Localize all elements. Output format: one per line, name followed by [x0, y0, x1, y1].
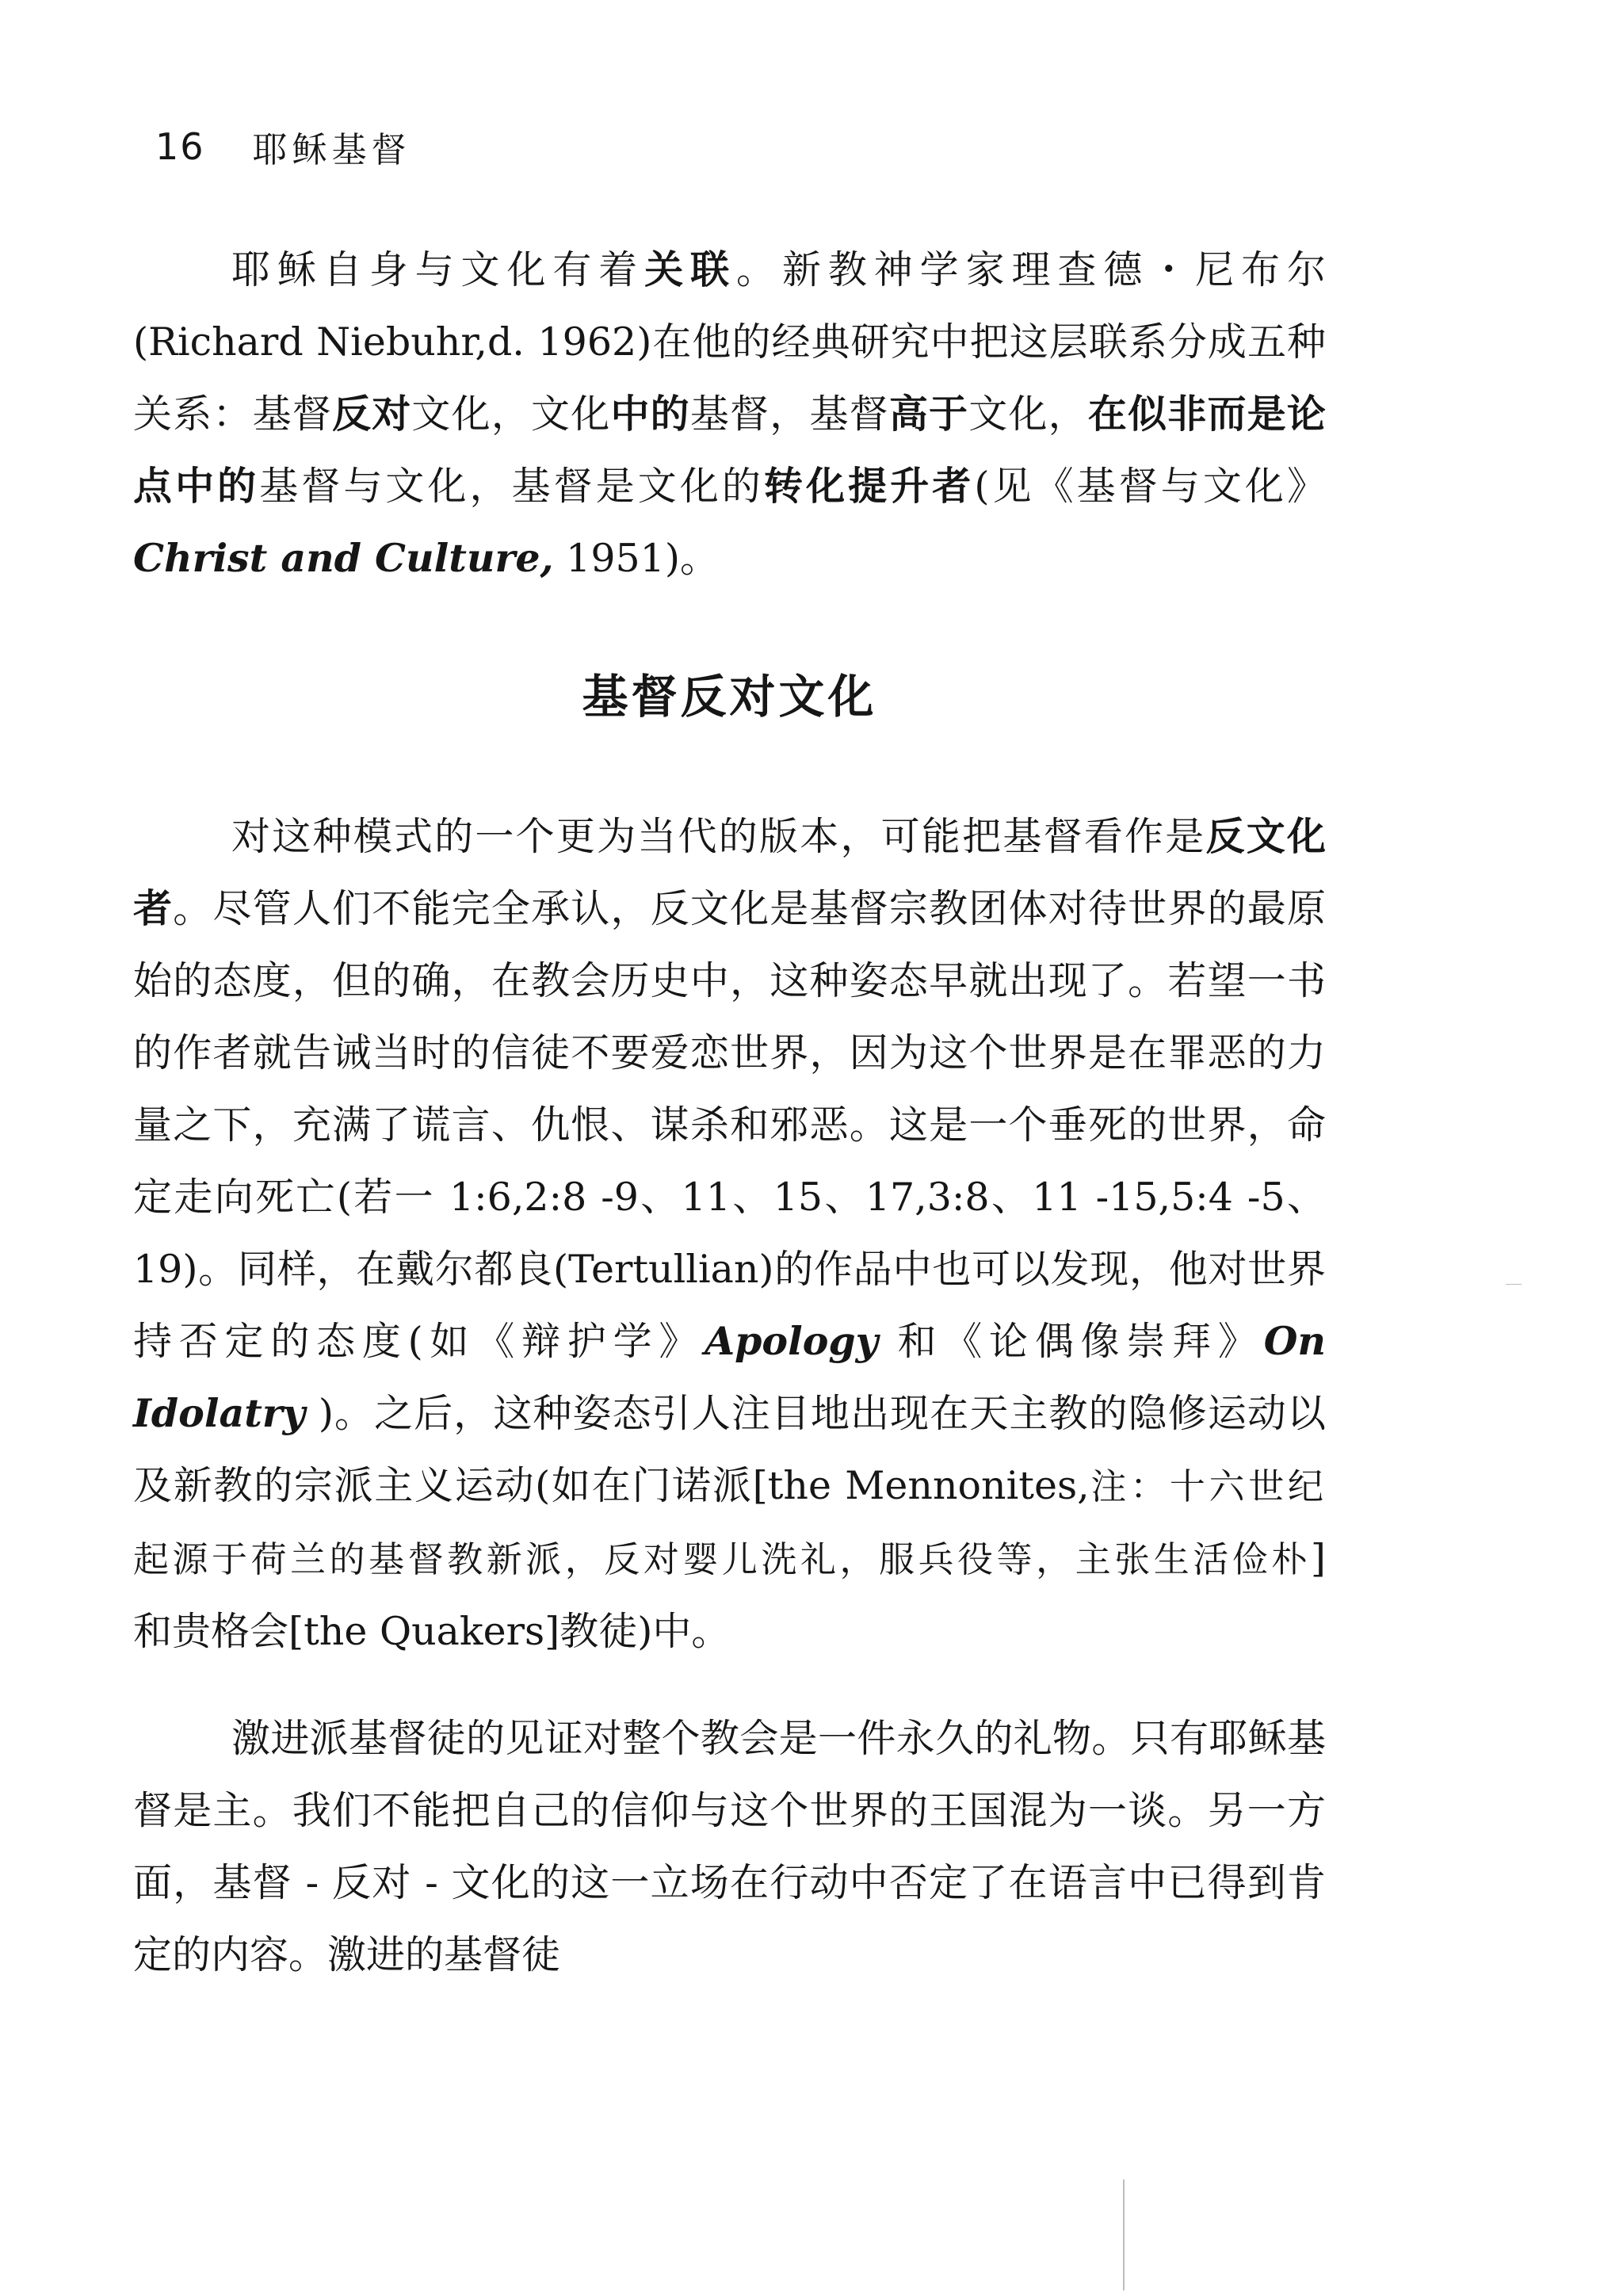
- intro-emphasis: 反对: [332, 392, 412, 437]
- book-title-english: On Idolatry: [133, 1318, 1326, 1436]
- intro-text: 1951)。: [553, 536, 719, 581]
- intro-text: 基督与文化，基督是文化的: [259, 464, 764, 509]
- running-title: 耶稣基督: [252, 130, 411, 170]
- body-paragraph: [133, 800, 1326, 1668]
- intro-emphasis: 转化提升者: [764, 464, 975, 509]
- intro-emphasis: 中的: [610, 392, 690, 437]
- intro-text: (见《基督与文化》: [974, 464, 1326, 509]
- section-heading: 基督反对文化: [582, 670, 877, 724]
- page-number: 16: [155, 125, 205, 168]
- body-paragraph: [133, 1702, 1326, 1991]
- scan-margin-line: [1123, 2179, 1125, 2290]
- intro-emphasis: 在似非而是论点中的: [133, 392, 1326, 509]
- intro-emphasis: 关联: [644, 247, 737, 292]
- body-text: )。之后，这种姿态引人注目地出现在天主教的隐修运动以及新教的宗派主义运动(如在门诺派[the Mennonites,: [133, 1391, 1326, 1508]
- book-title-english: Apology: [705, 1318, 879, 1364]
- intro-text: 文化，: [968, 392, 1088, 437]
- translator-note: 注：十六世纪起源于荷兰的基督教新派，反对婴儿洗礼，服兵役等，主张生活俭朴: [133, 1465, 1326, 1580]
- intro-text: 文化，文化: [411, 392, 611, 437]
- body-text: ]和贵格会[the Quakers]教徒)中。: [133, 1536, 1326, 1654]
- intro-text: 。新教神学家理查德・尼布尔(Richard Niebuhr,d. 1962)在他的经典研究中把这层联系分成五种关系：基督: [133, 247, 1326, 437]
- scan-speck: [1506, 1284, 1522, 1285]
- book-title-english: Christ and Culture,: [133, 535, 554, 581]
- body-text: 。尽管人们不能完全承认，反文化是基督宗教团体对待世界的最原始的态度，但的确，在教会历史中，这种姿态早就出现了。若望一书的作者就告诫当时的信徒不要爱恋世界，因为这个世界是在罪恶的力量之下，充满了谎言、仇恨、谋杀和邪恶。这是一个垂死的世界，命定走向死亡(若一 1:6,2:8 -9、11、15、17,3:8、11 -15,5:4 -5、19)。同样，在戴尔都良(Tertullian)的作品中也可以发现，他对世界持否定的态度(如《辩护学》: [133, 886, 1326, 1364]
- body-text: 激进派基督徒的见证对整个教会是一件永久的礼物。只有耶稣基督是主。我们不能把自己的信仰与这个世界的王国混为一谈。另一方面，基督 - 反对 - 文化的这一立场在行动中否定了在语言中已得到肯定的内容。激进的基督徒: [133, 1716, 1326, 1977]
- intro-emphasis: 高于: [888, 392, 969, 437]
- body-text: 对这种模式的一个更为当代的版本，可能把基督看作是: [231, 814, 1206, 859]
- page-header: [155, 119, 411, 174]
- intro-paragraph: [133, 234, 1326, 594]
- intro-text: 基督，基督: [689, 392, 889, 437]
- intro-text: 耶稣自身与文化有着: [231, 247, 645, 292]
- body-emphasis: 反文化者: [133, 814, 1326, 931]
- body-text: 和《论偶像崇拜》: [878, 1319, 1264, 1364]
